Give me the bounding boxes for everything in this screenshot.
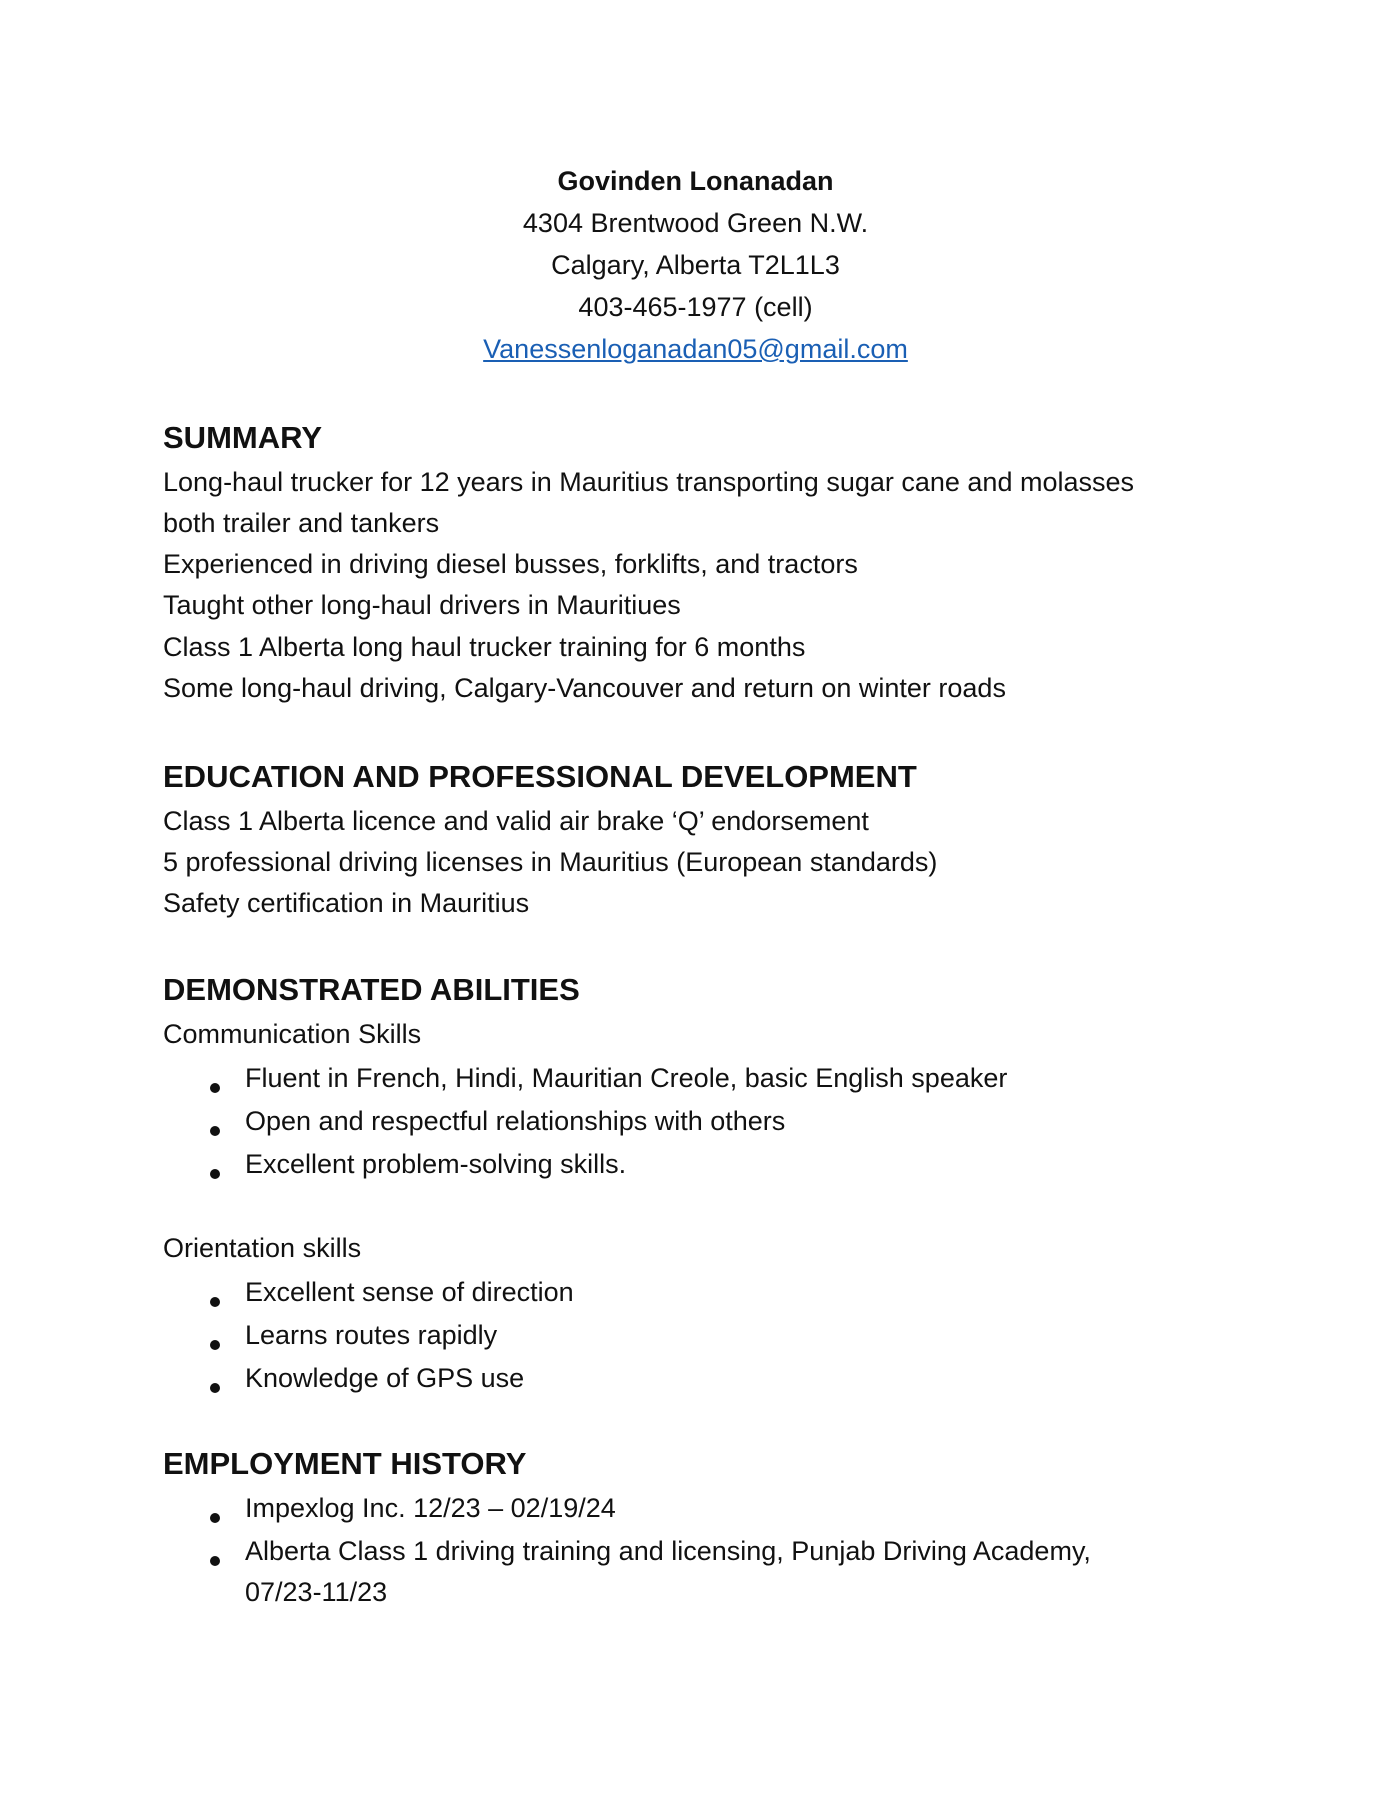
phone-number: 403-465-1977 (cell) bbox=[578, 292, 813, 322]
summary-line: Taught other long-haul drivers in Mauritiues bbox=[163, 590, 681, 620]
list-item: Excellent sense of direction bbox=[245, 1277, 574, 1307]
education-line: 5 professional driving licenses in Mauritius (European standards) bbox=[163, 847, 938, 877]
orientation-skills-title: Orientation skills bbox=[163, 1233, 362, 1263]
summary-line: Experienced in driving diesel busses, forklifts, and tractors bbox=[163, 549, 858, 579]
education-line: Class 1 Alberta licence and valid air brake ‘Q’ endorsement bbox=[163, 806, 869, 836]
list-item: Open and respectful relationships with others bbox=[245, 1106, 786, 1136]
bullet-icon bbox=[210, 1126, 220, 1136]
address-line-2: Calgary, Alberta T2L1L3 bbox=[551, 250, 840, 280]
list-item: Impexlog Inc. 12/23 – 02/19/24 bbox=[245, 1493, 616, 1523]
summary-line: Some long-haul driving, Calgary-Vancouver and return on winter roads bbox=[163, 673, 1006, 703]
employment-heading: EMPLOYMENT HISTORY bbox=[163, 1446, 527, 1481]
bullet-icon bbox=[210, 1169, 220, 1179]
bullet-icon bbox=[210, 1556, 220, 1566]
list-item: Fluent in French, Hindi, Mauritian Creole, basic English speaker bbox=[245, 1063, 1008, 1093]
summary-line: Class 1 Alberta long haul trucker training for 6 months bbox=[163, 632, 806, 662]
list-item: Alberta Class 1 driving training and licensing, Punjab Driving Academy, bbox=[245, 1536, 1091, 1566]
education-line: Safety certification in Mauritius bbox=[163, 888, 530, 918]
email-link[interactable]: Vanessenloganadan05@gmail.com bbox=[483, 334, 908, 364]
list-item: Excellent problem-solving skills. bbox=[245, 1149, 627, 1179]
bullet-icon bbox=[210, 1340, 220, 1350]
summary-heading: SUMMARY bbox=[163, 420, 323, 455]
bullet-icon bbox=[210, 1513, 220, 1523]
resume-header bbox=[0, 160, 1391, 370]
bullet-icon bbox=[210, 1383, 220, 1393]
bullet-icon bbox=[210, 1297, 220, 1307]
candidate-name: Govinden Lonanadan bbox=[557, 166, 834, 196]
list-item: Learns routes rapidly bbox=[245, 1320, 498, 1350]
abilities-heading: DEMONSTRATED ABILITIES bbox=[163, 972, 580, 1007]
address-line-1: 4304 Brentwood Green N.W. bbox=[522, 208, 869, 238]
communication-skills-title: Communication Skills bbox=[163, 1019, 422, 1049]
list-item: Knowledge of GPS use bbox=[245, 1363, 525, 1393]
summary-line: both trailer and tankers bbox=[163, 508, 440, 538]
bullet-icon bbox=[210, 1083, 220, 1093]
list-item-continuation: 07/23-11/23 bbox=[245, 1577, 388, 1607]
summary-line: Long-haul trucker for 12 years in Mauritius transporting sugar cane and molasses bbox=[163, 467, 1134, 497]
education-heading: EDUCATION AND PROFESSIONAL DEVELOPMENT bbox=[163, 759, 917, 794]
